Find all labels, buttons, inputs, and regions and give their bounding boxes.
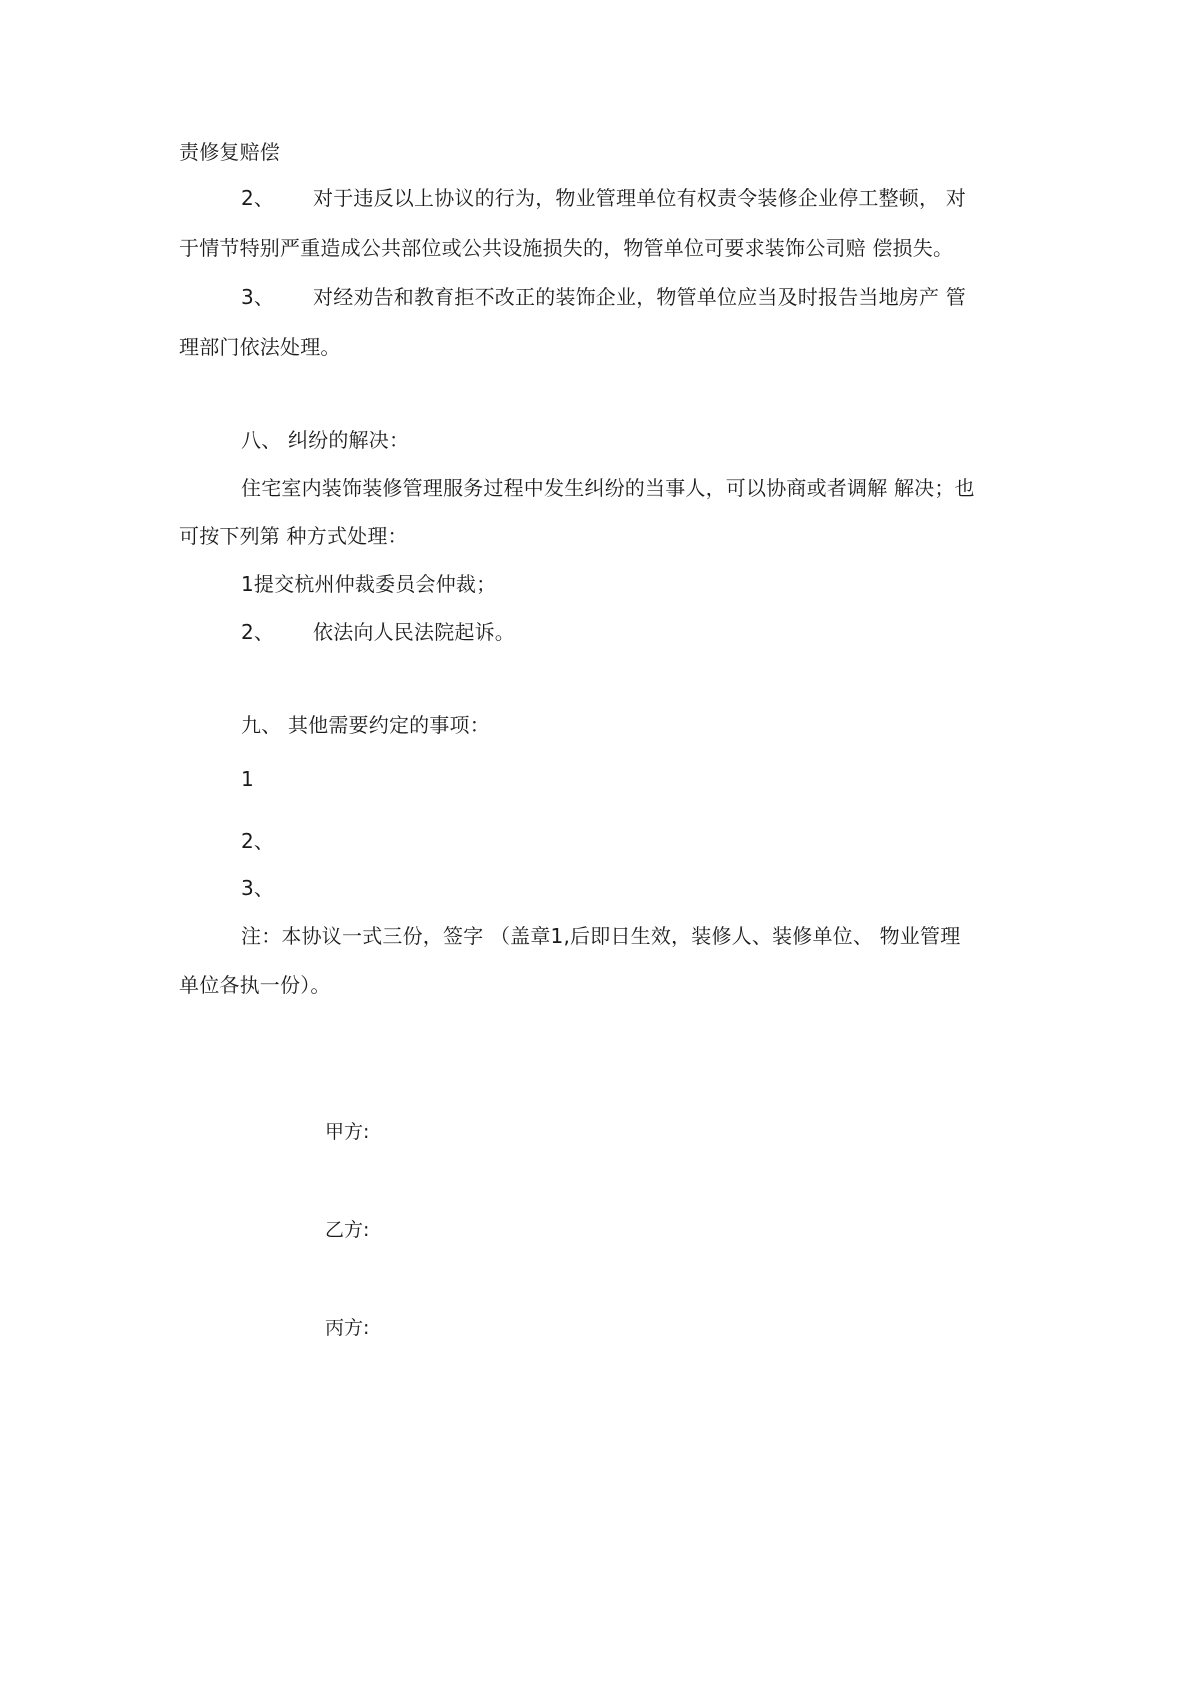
section-9-item-3: 3、 [241, 876, 275, 900]
section-8-option-2 [241, 620, 515, 644]
clause-3-line-1 [241, 285, 966, 309]
section-8-heading: 八、 纠纷的解决： [241, 428, 410, 452]
clause-2-number: 2、 [241, 186, 275, 210]
signature-party-a: 甲方: [325, 1121, 370, 1143]
option-2-number: 2、 [241, 620, 275, 644]
clause-2-line-1 [241, 186, 966, 210]
option-2-text: 依法向人民法院起诉。 [313, 620, 515, 644]
section-8-option-1: 1提交杭州仲裁委员会仲裁； [241, 572, 497, 596]
section-9-item-2: 2、 [241, 829, 275, 853]
signature-party-b: 乙方: [325, 1219, 370, 1241]
note-line-1: 注：本协议一式三份，签字 （盖章1,后即日生效，装修人、装修单位、 物业管理 [241, 924, 961, 948]
clause-3-number: 3、 [241, 285, 275, 309]
section-8-paragraph-line-2: 可按下列第 种方式处理： [179, 524, 408, 548]
note-line-2: 单位各执一份）。 [179, 973, 331, 997]
clause-3-line-2: 理部门依法处理。 [179, 335, 341, 359]
section-9-item-1: 1 [241, 767, 254, 791]
continued-line: 责修复赔偿 [179, 140, 280, 164]
section-8-paragraph-line-1: 住宅室内装饰装修管理服务过程中发生纠纷的当事人，可以协商或者调解 解决；也 [241, 476, 975, 500]
clause-3-text-1: 对经劝告和教育拒不改正的装饰企业，物管单位应当及时报告当地房产 管 [313, 285, 966, 309]
clause-2-text-1: 对于违反以上协议的行为，物业管理单位有权责令装修企业停工整顿， 对 [313, 186, 966, 210]
section-9-heading: 九、 其他需要约定的事项： [241, 713, 490, 737]
clause-2-line-2: 于情节特别严重造成公共部位或公共设施损失的，物管单位可要求装饰公司赔 偿损失。 [179, 236, 954, 260]
signature-party-c: 丙方: [325, 1317, 370, 1339]
